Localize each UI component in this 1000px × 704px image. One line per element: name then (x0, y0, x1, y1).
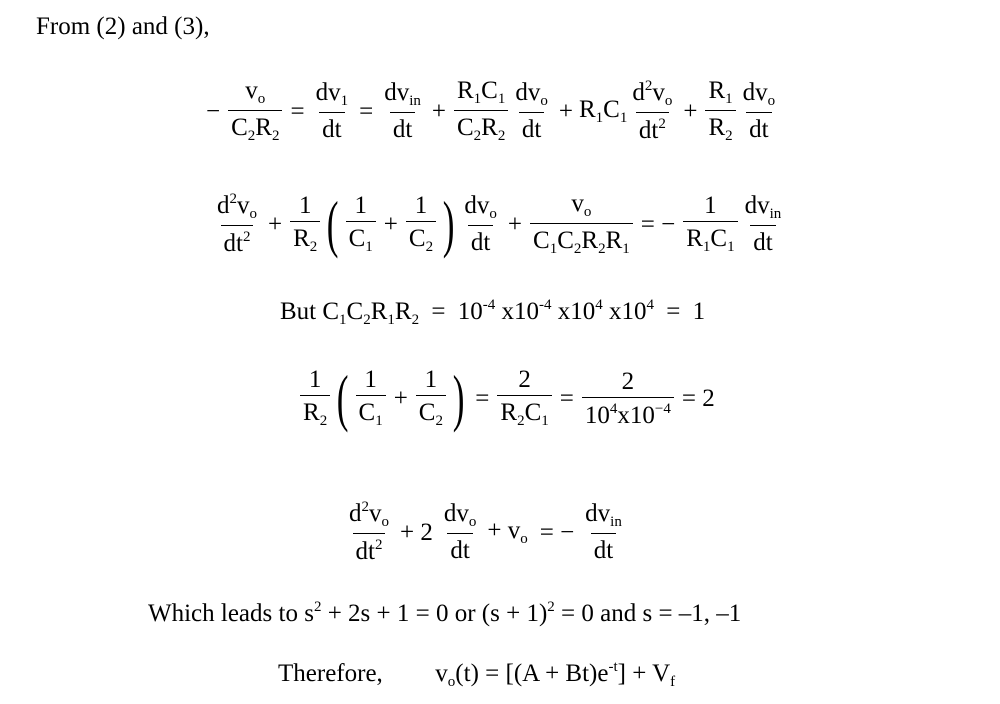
equals-minus: = − (640, 210, 676, 238)
fraction-1-over-c1: $\frac{1}{C_1}$ (346, 193, 376, 255)
plus-sign: + (268, 210, 283, 238)
plus-sign: + (683, 97, 698, 125)
plus-sign: + (507, 210, 523, 238)
fraction-dvo-dt: $\frac{dv_o}{dt}$ (515, 79, 548, 143)
plus-sign: + (558, 97, 573, 125)
fraction-dvin-dt: $\frac{dv_{in}}{dt}$ (384, 79, 421, 143)
equation-3 (298, 362, 721, 434)
fraction-d2vo-dt2: $\frac{d^2v_o}{dt^2}$ (217, 191, 257, 257)
fraction-1-over-c1: $\frac{1}{C_1}$ (356, 367, 386, 429)
fraction-d2vo-dt2: $\frac{d^2v_o}{dt^2}$ (349, 499, 389, 565)
equals-minus: = − (539, 518, 575, 546)
plus-vo: + $v_o$ (487, 516, 528, 547)
left-paren: ( (336, 362, 349, 434)
therefore-label: Therefore, (278, 660, 383, 687)
fraction-1-over-r2: $\frac{1}{R_2}$ (290, 193, 320, 255)
fraction-1-over-c2: $\frac{1}{C_2}$ (406, 193, 436, 255)
fraction-d2vo-dt2: $\frac{d^2v_o}{dt^2}$ (632, 78, 673, 144)
but-line: But $C_1C_2R_1R_2 = 10^{-4}$ $x10^{-4}$ $x10^4$ $x10^4 = 1$ (280, 297, 706, 328)
fraction-dvo-dt: $\frac{dv_o}{dt}$ (464, 192, 497, 256)
equation-1 (200, 76, 780, 146)
plus-sign: + (431, 97, 446, 125)
term-r1c1: $R_1C_1$ (578, 95, 628, 126)
left-paren: ( (327, 188, 339, 260)
therefore-line: Therefore, $v_o(t) = [(A + Bt)e^{-t}] + V_f$ (278, 659, 676, 690)
fraction-2-over-product: $\frac{2}{10^4x10^{-4}}$ (582, 369, 674, 428)
equals-sign: = (359, 97, 374, 125)
equation-4 (344, 496, 627, 568)
fraction-dvo-dt: $\frac{dv_o}{dt}$ (443, 500, 477, 564)
fraction-dv1-dt: $\frac{dv_1}{dt}$ (315, 79, 349, 143)
fraction-vo-over-c1c2r2r1: $\frac{v_o}{C_1C_2R_2R_1}$ (530, 191, 633, 257)
right-paren: ) (452, 362, 465, 434)
fraction-r1c1-over-c2r2: $\frac{R_1C_1}{C_2R_2}$ (454, 78, 508, 144)
intro-text (36, 14, 210, 39)
minus-sign: − (206, 97, 221, 125)
plus-two: + 2 (400, 518, 433, 546)
equals-sign: = (475, 384, 490, 412)
intro-label: From (2) and (3), (36, 13, 210, 40)
which-line: Which leads to $s^2 + 2s + 1 = 0$ or $(s + 1)^2 = 0$ and s = –1, –1 (148, 599, 742, 627)
fraction-2-over-r2c1: $\frac{2}{R_2C_1}$ (497, 367, 551, 429)
equation-2 (212, 188, 786, 260)
result: = 2 (681, 384, 715, 412)
fraction-dvo-dt: $\frac{dv_o}{dt}$ (742, 79, 776, 143)
right-paren: ) (442, 188, 455, 260)
fraction-1-over-c2: $\frac{1}{C_2}$ (416, 367, 446, 429)
equals-sign: = (290, 97, 305, 125)
fraction-1-over-r1c1: $\frac{1}{R_1C_1}$ (683, 193, 737, 255)
fraction-dvin-dt: $\frac{dv_{in}}{dt}$ (585, 500, 622, 564)
equals-sign: = (559, 384, 574, 412)
plus-sign: + (383, 210, 398, 238)
fraction-dvin-dt: $\frac{dv_{in}}{dt}$ (744, 192, 782, 256)
fraction-r1-over-r2: $\frac{R_1}{R_2}$ (705, 78, 735, 144)
fraction-vo-over-c2r2: $\frac{v_o}{C_2R_2}$ (228, 78, 282, 144)
fraction-1-over-r2: $\frac{1}{R_2}$ (300, 367, 330, 429)
plus-sign: + (393, 384, 408, 412)
